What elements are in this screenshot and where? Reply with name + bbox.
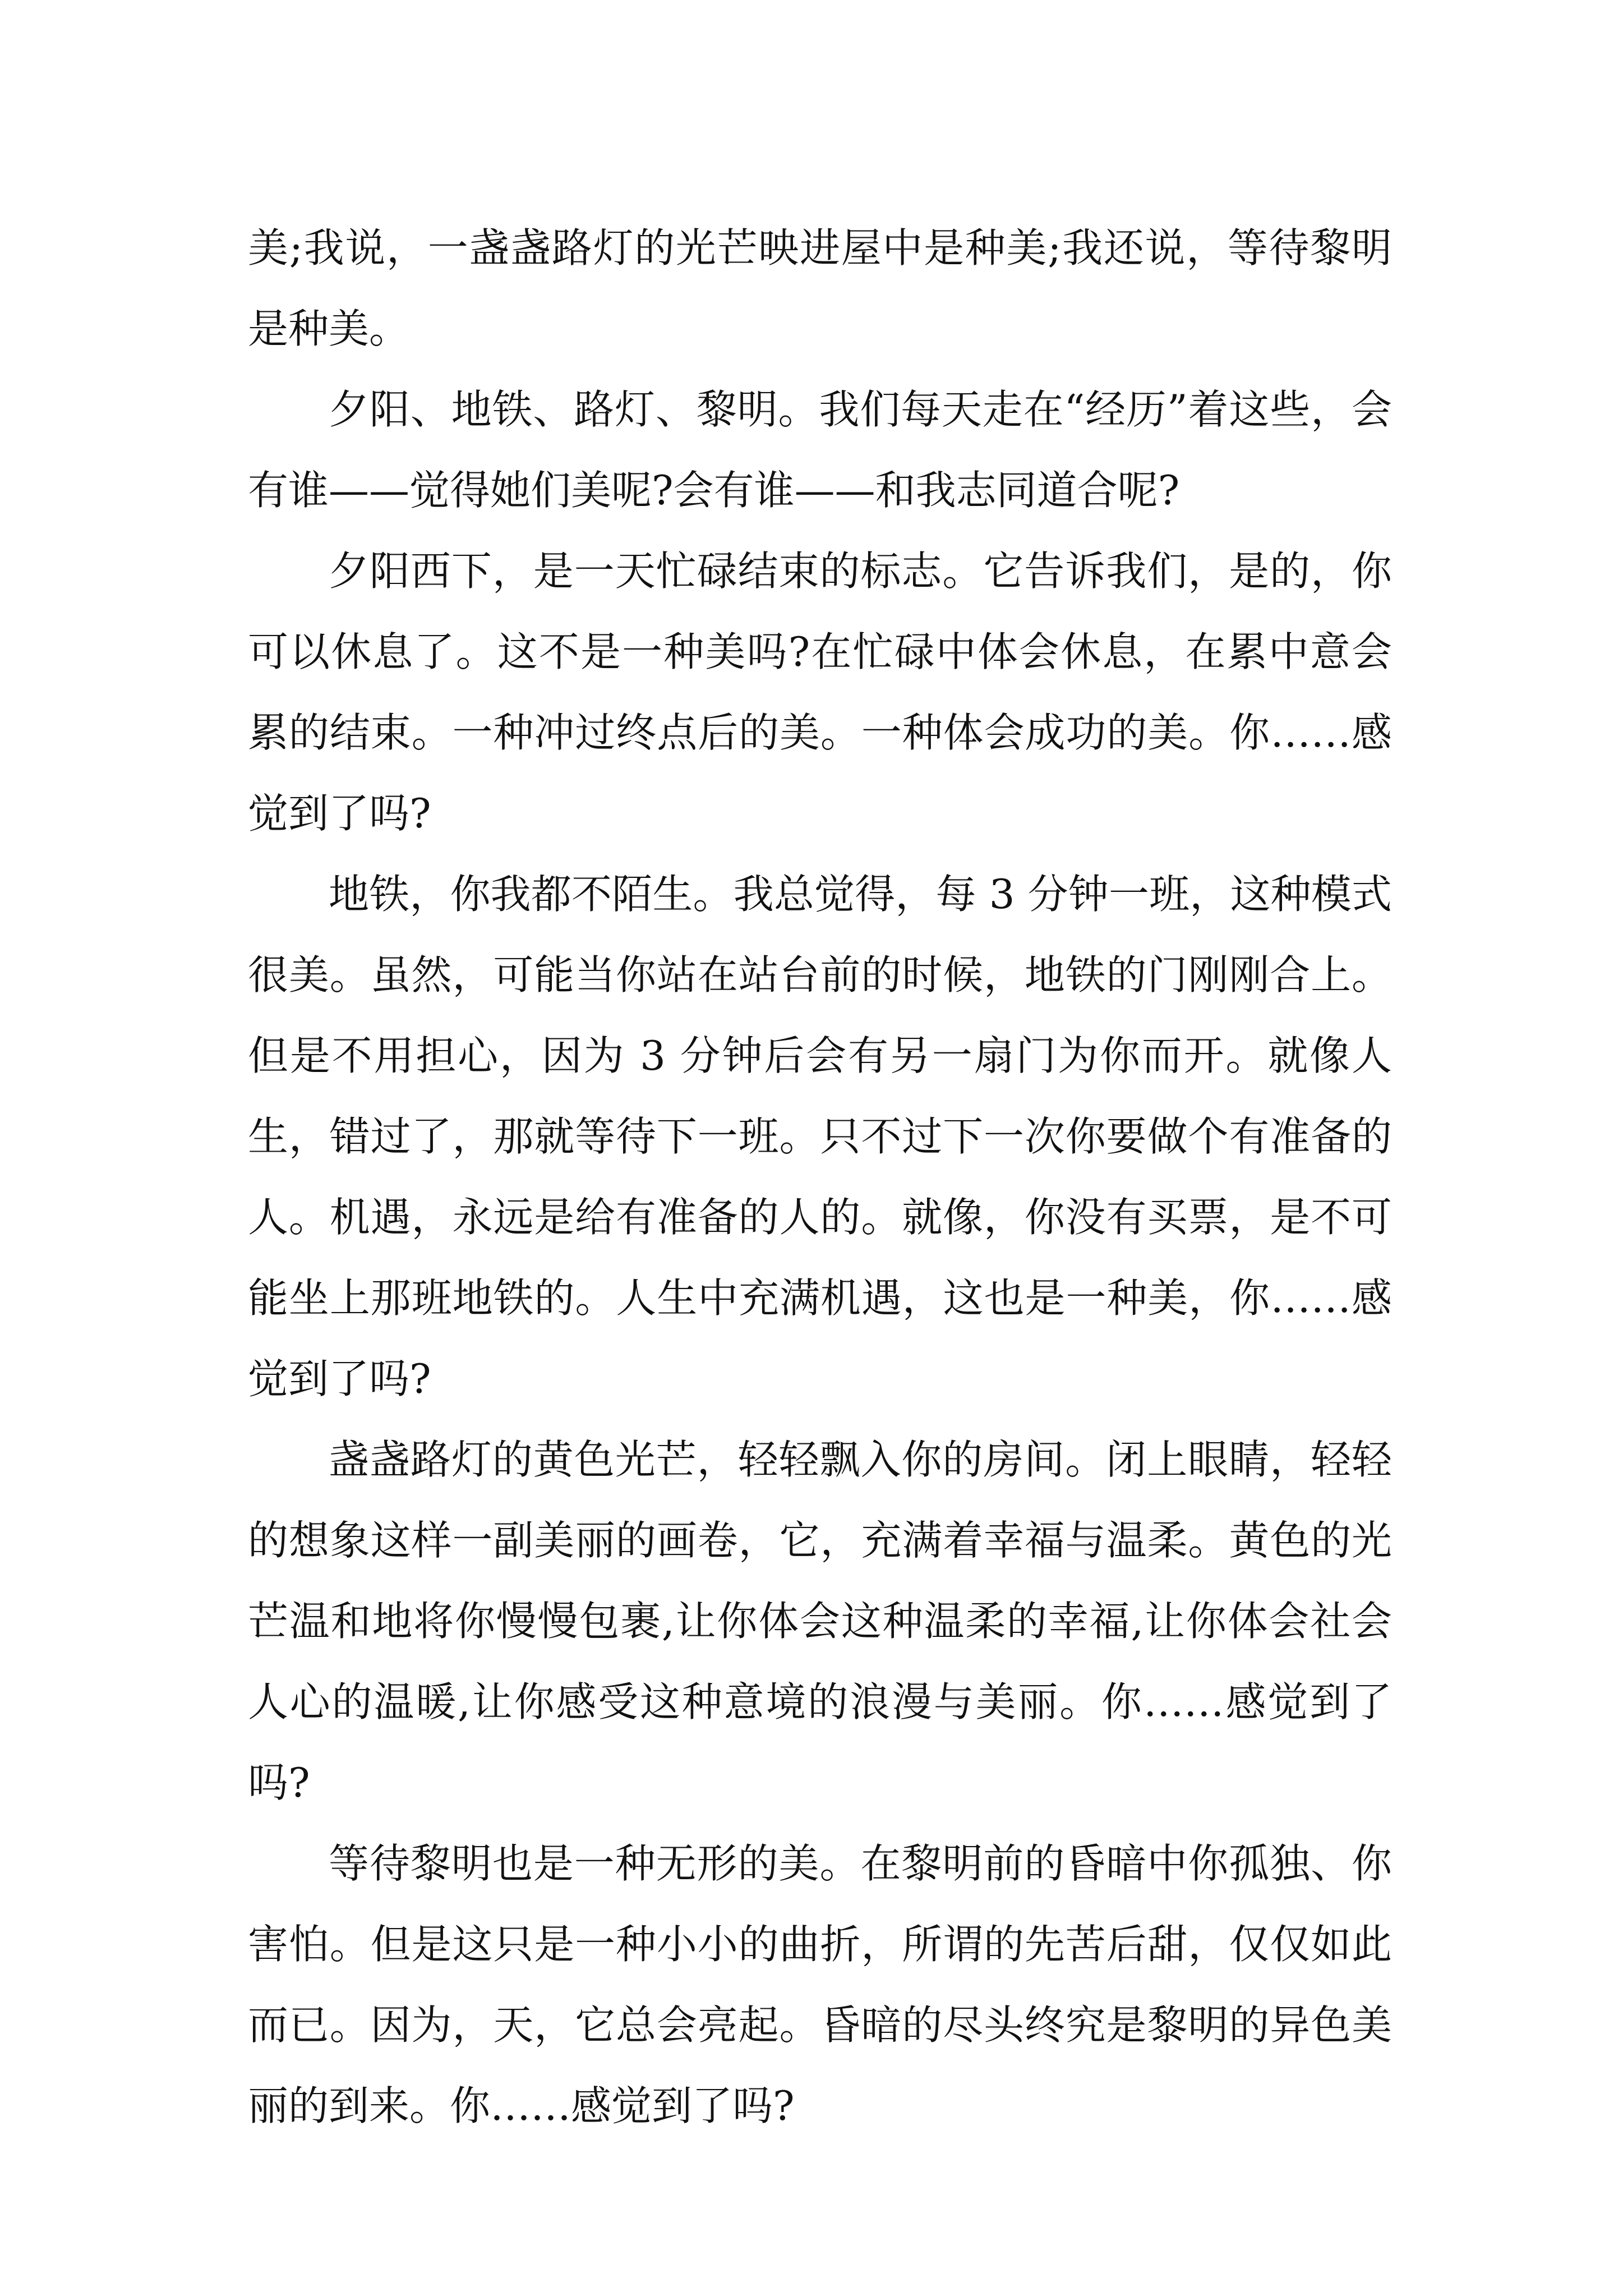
paragraph: 盏盏路灯的黄色光芒，轻轻飘入你的房间。闭上眼睛，轻轻的想象这样一副美丽的画卷，它，充满着幸福与温柔。黄色的光芒温和地将你慢慢包裹,让你体会这种温柔的幸福,让你体会社会人心的温暖,让你感受这种意境的浪漫与美丽。你……感觉到了吗?	[248, 1436, 1392, 1806]
paragraph: 等待黎明也是一种无形的美。在黎明前的昏暗中你孤独、你害怕。但是这只是一种小小的曲折，所谓的先苦后甜，仅仅如此而已。因为，天，它总会亮起。昏暗的尽头终究是黎明的异色美丽的到来。你……感觉到了吗?	[248, 1840, 1392, 2129]
paragraph: 地铁，你我都不陌生。我总觉得，每 3 分钟一班，这种模式很美。虽然，可能当你站在站台前的时候，地铁的门刚刚合上。但是不用担心，因为 3 分钟后会有另一扇门为你而开。就像人生，错过了，那就等待下一班。只不过下一次你要做个有准备的人。机遇，永远是给有准备的人的。就像，你没有买票，是不可能坐上那班地铁的。人生中充满机遇，这也是一种美，你……感觉到了吗?	[248, 871, 1392, 1402]
paragraph: 夕阳、地铁、路灯、黎明。我们每天走在“经历”着这些，会有谁——觉得她们美呢?会有谁——和我志同道合呢?	[248, 386, 1392, 514]
essay-body	[248, 208, 1392, 2146]
paragraph: 夕阳西下，是一天忙碌结束的标志。它告诉我们，是的，你可以休息了。这不是一种美吗?在忙碌中体会休息，在累中意会累的结束。一种冲过终点后的美。一种体会成功的美。你……感觉到了吗?	[248, 547, 1392, 837]
paragraph: 美;我说，一盏盏路灯的光芒映进屋中是种美;我还说，等待黎明是种美。	[248, 224, 1392, 352]
